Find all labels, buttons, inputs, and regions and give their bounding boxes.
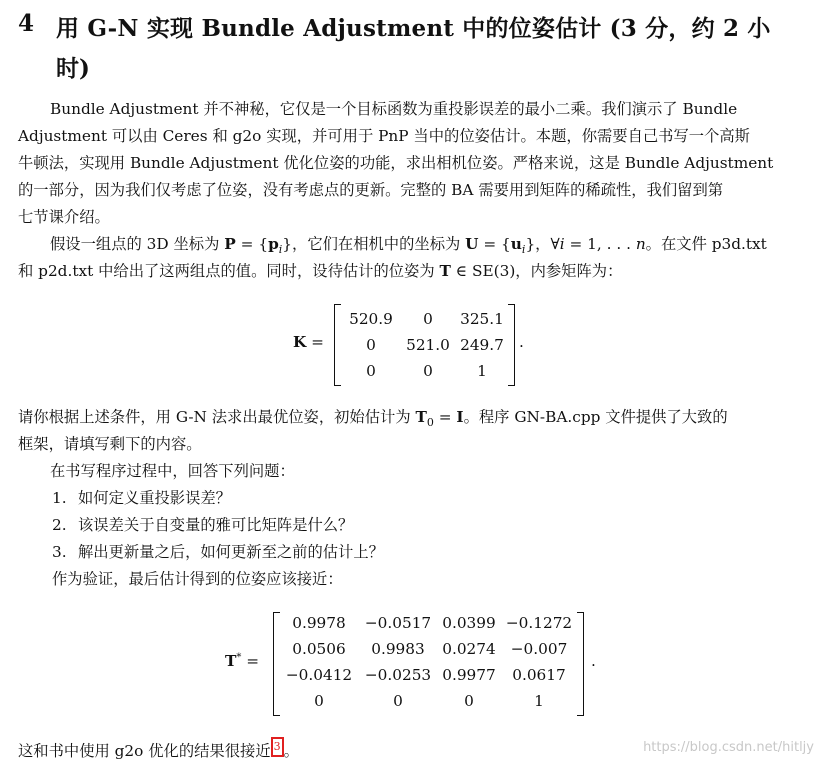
matrix-k-cell: 325.1 [460,310,504,328]
section-number: 4 [18,10,35,37]
setup-line-1: 假设一组点的 3D 坐标为 $P = \{p_i\}$，它们在相机中的坐标为 $U = \{u_i\}$，∀i = 1, . . . n。在文件 p3d.txt [50,235,767,257]
matrix-k-cell: 249.7 [460,336,504,354]
section-title-line-1: 用 G-N 实现 Bundle Adjustment 中的位姿估计 (3 分，约 2 小 [56,15,771,42]
matrix-t-cell: −0.0412 [285,666,353,684]
intro-paragraph [18,96,804,231]
matrix-k-lhs: K = [293,333,324,351]
matrix-k-left-bracket [334,304,341,386]
matrix-k-period: . [519,333,524,351]
matrix-k-cell: 521.0 [406,336,450,354]
section-title-line-2: 时) [56,55,90,82]
matrix-t-cell: 0.0274 [442,640,496,658]
intro-line-1: Bundle Adjustment 并不神秘，它仅是一个目标函数为重投影误差的最小二乘。我们演示了 Bundle [50,100,738,118]
matrix-k [290,300,550,390]
matrix-t-left-bracket [273,612,280,716]
matrix-k-cell: 1 [477,362,487,380]
question-item-3: 3. 解出更新量之后，如何更新至之前的估计上？ [52,543,384,561]
matrix-k-cell: 520.9 [349,310,393,328]
task-line-1: 请你根据上述条件，用 G-N 法求出最优位姿，初始估计为 $T_0 = I$。程序 GN-BA.cpp 文件提供了大致的 [18,408,728,430]
matrix-t-cell: 0 [464,692,474,710]
matrix-t-lhs: T* = [225,652,260,671]
question-item-1: 1. 如何定义重投影误差？ [52,489,231,507]
matrix-t-right-bracket [577,612,584,716]
matrix-t-cell: −0.007 [510,640,568,658]
matrix-k-cell: 0 [366,336,376,354]
intro-line-5: 七节课介绍。 [18,208,110,226]
setup-paragraph [18,231,804,285]
closing-line: 这和书中使用 g2o 优化的结果很接近 3 。 [18,737,299,761]
matrix-t-cell: −0.1272 [505,614,573,632]
matrix-t-cell: 0 [393,692,403,710]
question-item-2: 2. 该误差关于自变量的雅可比矩阵是什么？ [52,516,354,534]
matrix-t-cell: 0.9977 [442,666,496,684]
intro-line-2: Adjustment 可以由 Ceres 和 g2o 实现，并可用于 PnP 当中的位姿估计。本题，你需要自己书写一个高斯 [18,127,750,145]
matrix-k-cell: 0 [366,362,376,380]
matrix-t-cell: 0.9983 [371,640,425,658]
matrix-t-cell: 0 [314,692,324,710]
footnote-link[interactable]: 3 [271,737,284,757]
matrix-k-cell: 0 [423,362,433,380]
matrix-t-cell: 1 [534,692,544,710]
matrix-t-period: . [591,652,596,670]
matrix-t-cell: 0.0617 [512,666,566,684]
intro-line-3: 牛顿法，实现用 Bundle Adjustment 优化位姿的功能，求出相机位姿。严格来说，这是 Bundle Adjustment [18,154,774,172]
task-line-2: 框架，请填写剩下的内容。 [18,435,202,453]
matrix-k-cell: 0 [423,310,433,328]
matrix-t-star [225,608,615,718]
setup-line-2: 和 p2d.txt 中给出了这两组点的值。同时，设待估计的位姿为 T ∈ SE(3)，内参矩阵为： [18,262,623,280]
watermark: https://blog.csdn.net/hitljy [643,740,814,755]
matrix-t-cell: −0.0517 [364,614,432,632]
intro-line-4: 的一部分，因为我们仅考虑了位姿，没有考虑点的更新。完整的 BA 需要用到矩阵的稀疏性，我们留到第 [18,181,724,199]
matrix-t-cell: −0.0253 [364,666,432,684]
matrix-t-cell: 0.0399 [442,614,496,632]
matrix-t-cell: 0.0506 [292,640,346,658]
matrix-k-right-bracket [508,304,515,386]
matrix-t-cell: 0.9978 [292,614,346,632]
task-line-3: 在书写程序过程中，回答下列问题： [50,462,295,480]
task-paragraph [18,404,804,485]
verify-text: 作为验证，最后估计得到的位姿应该接近： [52,570,343,588]
